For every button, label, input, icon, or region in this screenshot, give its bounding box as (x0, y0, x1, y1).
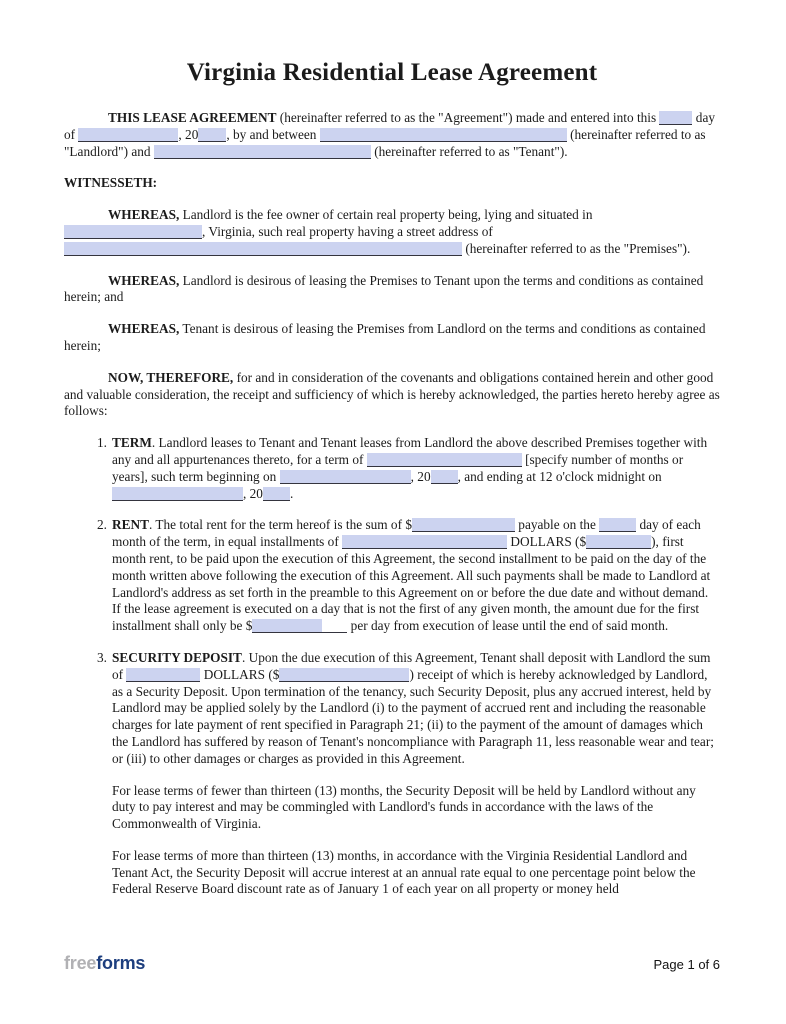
list-number: 3. (97, 649, 107, 665)
blank-field[interactable] (342, 535, 507, 549)
blank-field[interactable] (112, 487, 243, 501)
text-run: DOLLARS ($ (200, 666, 280, 682)
text-run: , 20 (243, 485, 263, 501)
text-run: (hereinafter referred to as the "Premises"). (462, 240, 691, 256)
blank-field[interactable] (64, 225, 202, 239)
blank-field[interactable] (78, 128, 178, 142)
text-run: per day from execution of lease until the end of said month. (347, 618, 669, 634)
blank-field[interactable] (320, 128, 567, 142)
blank-field[interactable] (280, 470, 411, 484)
text-run: ), first month rent, to be paid upon the execution of this Agreement, the second installment to be paid on the day of the month written above following the execution of this Agreement. All such payments shall be made to Landlord at Landlord's address as set forth in the preamble to this Agreement on or before the due date and without demand. If the lease agreement is executed on a day that is not the first of any given month, the amount due for the first installment shall only be $ (112, 534, 711, 634)
text-run: Landlord is desirous of leasing the Premises to Tenant upon the terms and conditions as contained herein; and (64, 272, 704, 305)
security-deposit-clause (64, 650, 720, 768)
blank-field[interactable] (252, 619, 322, 633)
blank-field[interactable] (154, 145, 371, 159)
whereas-tenant-clause (64, 321, 720, 355)
text-run: Landlord is the fee owner of certain real property being, lying and situated in (179, 207, 593, 223)
whereas-landlord-clause (64, 273, 720, 307)
text-run: SECURITY DEPOSIT (112, 649, 242, 665)
text-run: . Upon the due execution of this Agreement, Tenant shall deposit with Landlord the sum of (112, 649, 711, 682)
text-run: WHEREAS, (108, 272, 180, 288)
text-run: , 20 (410, 468, 431, 484)
freeforms-logo (64, 955, 145, 972)
security-deposit-under-13-paragraph (112, 783, 720, 833)
text-run: For lease terms of fewer than thirteen (13) months, the Security Deposit will be held by Landlord without any duty to pay interest and may be commingled with Landlord's funds in accordance with the laws of the Commonwealth of Virginia. (112, 782, 696, 832)
page-footer (64, 955, 720, 974)
text-run: , by and between (226, 126, 320, 142)
text-run: . The total rent for the term hereof is the sum of $ (148, 517, 412, 533)
text-run: , Virginia, such real property having a street address of (202, 223, 493, 239)
intro-clause (64, 110, 720, 160)
blank-field[interactable] (126, 668, 200, 682)
text-run: , 20 (178, 126, 199, 142)
text-run: (hereinafter referred to as the "Agreement") made and entered into this (276, 110, 660, 125)
blank-field[interactable] (367, 453, 522, 467)
witnesseth-heading: WITNESSETH: (64, 175, 158, 191)
blank-field[interactable] (64, 242, 462, 256)
text-run: (hereinafter referred to as "Landlord") and (64, 126, 706, 159)
now-therefore-clause (64, 370, 720, 420)
text-run: ) receipt of which is hereby acknowledged by Landlord, as a Security Deposit. Upon termination of the tenancy, such Security Deposit, plus any accrued interest, held by Landlord may be applied solely by the Landlord (i) to the payment of accrued rent and including the reasonable charges for late payment of rent specified in Paragraph 21; (ii) to the payment of the amount of damages which the Landlord has suffered by reason of Tenant's noncompliance with Paragraph 11, less reasonable wear and tear; or (iii) to other damages or charges as provided in this Agreement. (112, 666, 714, 766)
blank-field[interactable] (263, 487, 290, 501)
list-number: 1. (97, 435, 107, 451)
text-run: RENT (112, 517, 149, 533)
text-run: for and in consideration of the covenants and obligations contained herein and other good and valuable consideration, the receipt and sufficiency of which is hereby acknowledged, the parties hereto hereby agree as follows: (64, 369, 720, 419)
blank-field[interactable] (431, 470, 458, 484)
text-run: (hereinafter referred to as "Tenant"). (370, 143, 568, 159)
rent-clause (64, 517, 720, 635)
text-run: . Landlord leases to Tenant and Tenant leases from Landlord the above described Premises together with any and all appurtenances thereto, for a term of (112, 435, 708, 467)
text-run: Tenant is desirous of leasing the Premises from Landlord on the terms and conditions as contained herein; (64, 321, 706, 353)
text-run: THIS LEASE AGREEMENT (108, 110, 277, 125)
text-run: WHEREAS, (108, 207, 180, 223)
text-run: , and ending at 12 o'clock midnight on (457, 468, 662, 484)
security-deposit-over-13-paragraph (112, 848, 720, 898)
term-clause (64, 435, 720, 502)
whereas-property-clause (64, 207, 720, 257)
logo-forms-text: forms (96, 953, 146, 974)
blank-field[interactable] (599, 518, 636, 532)
list-number: 2. (97, 517, 107, 533)
text-run: . (289, 485, 294, 501)
text-run: NOW, THEREFORE, (108, 369, 234, 385)
blank-field[interactable] (198, 128, 226, 142)
page-number-label: Page 1 of 6 (653, 957, 720, 973)
blank-field[interactable] (586, 535, 651, 549)
blank-underline-tail (322, 619, 347, 633)
blank-field[interactable] (412, 518, 515, 532)
text-run: DOLLARS ($ (507, 534, 587, 550)
text-run: TERM (112, 435, 152, 451)
text-run: [specify number of months or years], such term beginning on (112, 451, 684, 484)
text-run: day of each month of the term, in equal installments of (112, 517, 701, 550)
page-title: Virginia Residential Lease Agreement (186, 59, 598, 86)
blank-field[interactable] (279, 668, 409, 682)
text-run: day of (64, 110, 716, 142)
text-run: payable on the (514, 517, 600, 533)
logo-free-text: free (64, 953, 97, 974)
text-run: For lease terms of more than thirteen (13) months, in accordance with the Virginia Residential Landlord and Tenant Act, the Security Deposit will accrue interest at an annual rate equal to one percentage point below the Federal Reserve Board discount rate as of January 1 of each year on all property or money held (112, 847, 696, 897)
blank-field[interactable] (659, 111, 692, 125)
text-run: WHEREAS, (108, 321, 180, 337)
document-blocks (64, 110, 720, 898)
